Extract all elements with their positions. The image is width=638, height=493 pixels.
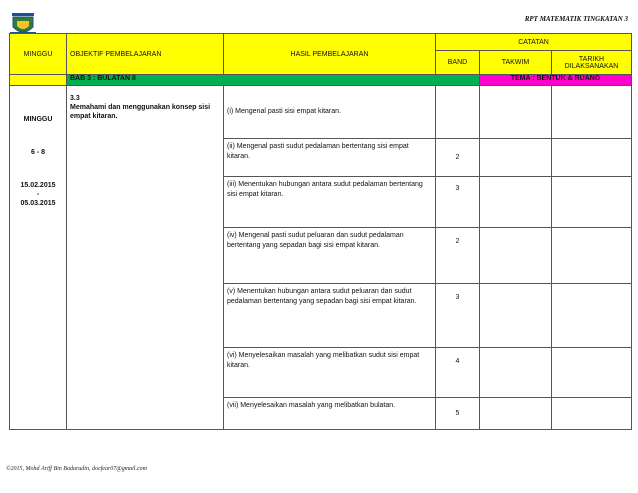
outcome-3-takwim xyxy=(480,177,552,228)
outcome-7: (vii) Menyelesaikan masalah yang melibatkan bulatan. xyxy=(224,398,436,430)
outcome-7-takwim xyxy=(480,398,552,430)
footer-copyright: ©2015, Mohd Ariff Bin Badarudin, docfear07@gmail.com xyxy=(6,466,147,472)
outcome-5-band: 3 xyxy=(436,284,480,348)
week-start-date: 15.02.2015 xyxy=(20,182,56,189)
week-range: 6 - 8 xyxy=(30,149,45,156)
outcome-7-tarikh xyxy=(552,398,632,430)
week-date-dash: - xyxy=(36,191,40,198)
outcome-6-tarikh xyxy=(552,348,632,398)
outcome-1-band xyxy=(436,86,480,139)
outcome-1-takwim xyxy=(480,86,552,139)
outcome-6-takwim xyxy=(480,348,552,398)
outcome-6: (vi) Menyelesaikan masalah yang melibatkan sudut sisi empat kitaran. xyxy=(224,348,436,398)
outcome-3: (iii) Menentukan hubungan antara sudut pedalaman bertentang sisi empat kitaran. xyxy=(224,177,436,228)
outcome-4-takwim xyxy=(480,228,552,284)
header-tarikh xyxy=(552,51,632,75)
outcome-7-band: 5 xyxy=(436,398,480,430)
outcome-1: (i) Mengenal pasti sisi empat kitaran. xyxy=(224,86,436,139)
objective-text: Memahami dan menggunakan konsep sisi empat kitaran. xyxy=(70,104,211,120)
lesson-plan-table xyxy=(9,33,632,430)
header-tarikh-line2: DILAKSANAKAN xyxy=(564,62,619,70)
header-objektif: OBJEKTIF PEMBELAJARAN xyxy=(67,34,224,75)
outcome-5-takwim xyxy=(480,284,552,348)
header-hasil: HASIL PEMBELAJARAN xyxy=(224,34,436,75)
header-band: BAND xyxy=(436,51,480,75)
section-bab: BAB 3 : BULATAN II xyxy=(67,75,480,86)
header-minggu: MINGGU xyxy=(10,34,67,75)
outcome-4-band: 2 xyxy=(436,228,480,284)
outcome-2-band: 2 xyxy=(436,139,480,177)
section-tema: TEMA : BENTUK & RUANG xyxy=(480,75,632,86)
objective-cell xyxy=(67,86,224,430)
outcome-2-takwim xyxy=(480,139,552,177)
outcome-1-tarikh xyxy=(552,86,632,139)
outcome-2-tarikh xyxy=(552,139,632,177)
outcome-3-band: 3 xyxy=(436,177,480,228)
outcome-4-tarikh xyxy=(552,228,632,284)
objective-code: 3.3 xyxy=(70,95,80,102)
week-end-date: 05.03.2015 xyxy=(20,200,56,207)
week-cell xyxy=(10,86,67,430)
header-catatan: CATATAN xyxy=(436,34,632,51)
header-takwim: TAKWIM xyxy=(480,51,552,75)
outcome-3-tarikh xyxy=(552,177,632,228)
header-tarikh-line1: TARIKH xyxy=(578,55,605,63)
outcome-4: (iv) Mengenal pasti sudut peluaran dan sudut pedalaman bertentang yang sepadan bagi sisi empat kitaran. xyxy=(224,228,436,284)
outcome-5: (v) Menentukan hubungan antara sudut peluaran dan sudut pedalaman bertentang yang sepadan bagi sisi empat kitaran. xyxy=(224,284,436,348)
section-blank xyxy=(10,75,67,86)
outcome-5-tarikh xyxy=(552,284,632,348)
outcome-6-band: 4 xyxy=(436,348,480,398)
week-label: MINGGU xyxy=(23,116,53,123)
document-title: RPT MATEMATIK TINGKATAN 3 xyxy=(524,15,628,23)
outcome-2: (ii) Mengenal pasti sudut pedalaman bertentang sisi empat kitaran. xyxy=(224,139,436,177)
